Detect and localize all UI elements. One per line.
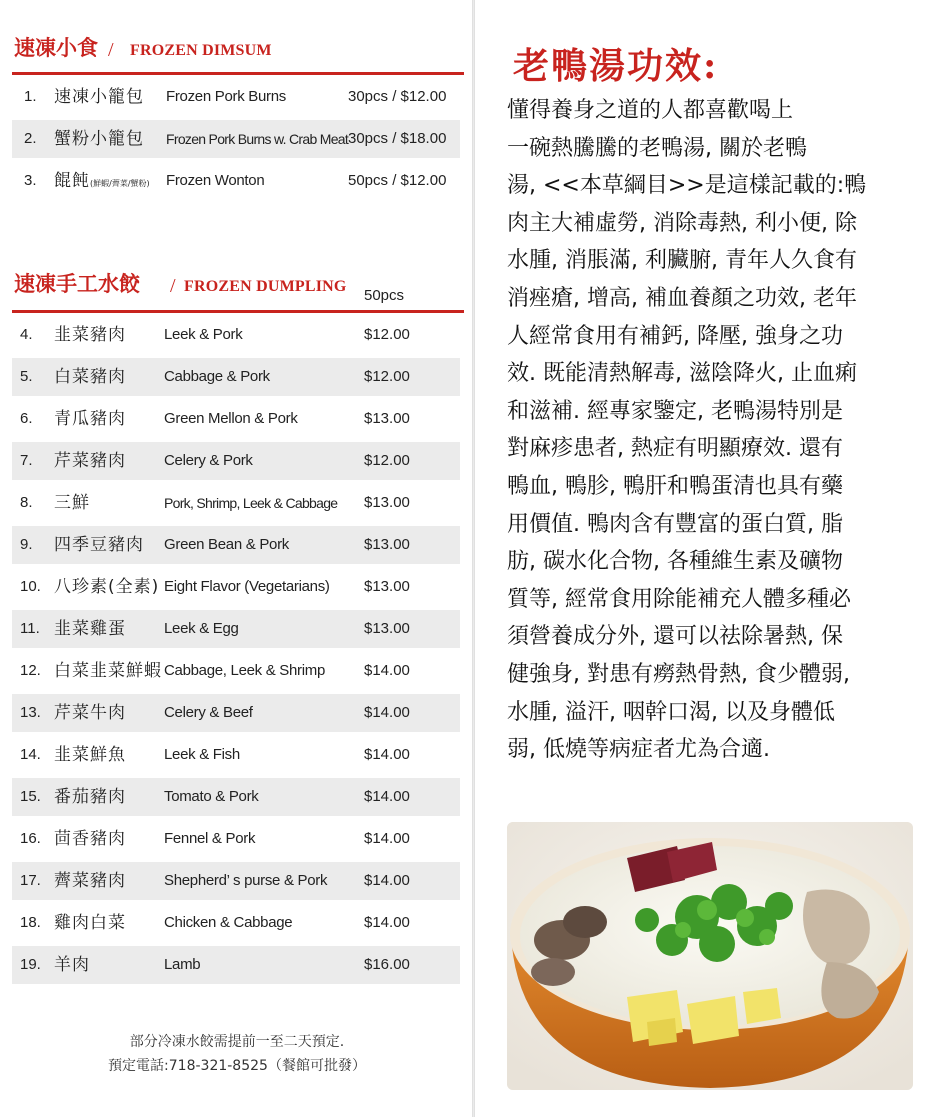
item-number: 15. xyxy=(20,788,41,805)
item-name-en: Green Bean & Pork xyxy=(164,536,289,553)
item-price: $16.00 xyxy=(364,956,410,973)
list-item xyxy=(12,694,460,732)
dimsum-list xyxy=(12,78,460,204)
item-name-en: Frozen Pork Burns w. Crab Meat xyxy=(166,131,349,147)
dumpling-list xyxy=(12,316,460,988)
item-name-zh: 三鮮 xyxy=(54,493,90,513)
item-number: 16. xyxy=(20,830,41,847)
list-item xyxy=(12,946,460,984)
item-name-zh: 韭菜鮮魚 xyxy=(54,745,126,765)
item-name-en: Frozen Pork Burns xyxy=(166,88,286,105)
item-price: $14.00 xyxy=(364,746,410,763)
dumpling-rule xyxy=(12,310,464,313)
dumpling-heading xyxy=(14,268,464,302)
list-item xyxy=(12,820,460,858)
article-line: 一碗熱騰騰的老鴨湯, 關於老鴨 xyxy=(507,135,807,161)
item-number: 2. xyxy=(24,130,37,147)
item-name-zh: 蟹粉小籠包 xyxy=(54,129,144,149)
item-name-en: Pork, Shrimp, Leek & Cabbage xyxy=(164,495,338,511)
list-item xyxy=(12,162,460,200)
article-line: 水腫, 溢汗, 咽幹口渴, 以及身體低 xyxy=(507,699,835,725)
article-line: 肉主大補虛勞, 消除毒熱, 利小便, 除 xyxy=(507,210,857,236)
item-name-en: Shepherd’ s purse & Pork xyxy=(164,872,328,889)
item-name-zh: 速凍小籠包 xyxy=(54,87,144,107)
item-name-en: Cabbage, Leek & Shrimp xyxy=(164,662,326,679)
article-line: 效. 既能清熱解毒, 滋陰降火, 止血痢 xyxy=(507,361,857,387)
article-line: 湯, <<本草綱目>>是這樣記載的:鴨 xyxy=(507,173,867,199)
dimsum-heading xyxy=(14,32,464,66)
item-name-en: Celery & Pork xyxy=(164,452,253,469)
item-price: $14.00 xyxy=(364,788,410,805)
list-item xyxy=(12,568,460,606)
list-item xyxy=(12,78,460,116)
item-number: 11. xyxy=(20,620,40,637)
dumpling-title-slash: / xyxy=(170,275,176,297)
item-name-zh: 八珍素(全素) xyxy=(54,577,160,597)
item-number: 9. xyxy=(20,536,33,553)
order-note xyxy=(0,1030,474,1078)
item-price: $12.00 xyxy=(364,326,410,343)
item-number: 6. xyxy=(20,410,33,427)
item-number: 19. xyxy=(20,956,41,973)
item-price: 30pcs / $18.00 xyxy=(348,130,447,147)
item-name-en: Eight Flavor (Vegetarians) xyxy=(164,578,330,595)
item-number: 13. xyxy=(20,704,41,721)
item-price: $14.00 xyxy=(364,872,410,889)
item-number: 17. xyxy=(20,872,41,889)
soup-bowl-photo xyxy=(507,822,913,1090)
item-price: $12.00 xyxy=(364,368,410,385)
item-name-en: Tomato & Pork xyxy=(164,788,259,805)
item-price: $13.00 xyxy=(364,578,410,595)
item-price: $14.00 xyxy=(364,662,410,679)
article-line: 健強身, 對患有癆熱骨熱, 食少體弱, xyxy=(507,661,850,687)
dumpling-count-note: 50pcs xyxy=(364,287,405,304)
item-number: 4. xyxy=(20,326,33,343)
item-number: 8. xyxy=(20,494,33,511)
list-item xyxy=(12,736,460,774)
article-line: 鴨血, 鴨胗, 鴨肝和鴨蛋清也具有藥 xyxy=(507,473,843,499)
list-item xyxy=(12,120,460,158)
item-name-zh: 白菜韭菜鮮蝦 xyxy=(54,661,162,681)
list-item xyxy=(12,862,460,900)
item-number: 3. xyxy=(24,172,37,189)
list-item xyxy=(12,400,460,438)
item-number: 5. xyxy=(20,368,33,385)
list-item xyxy=(12,484,460,522)
article-line: 須營養成分外, 還可以祛除暑熱, 保 xyxy=(507,624,843,650)
item-price: $14.00 xyxy=(364,704,410,721)
dimsum-title-en: FROZEN DIMSUM xyxy=(130,42,272,59)
item-name-zh: 白菜豬肉 xyxy=(54,367,126,387)
item-number: 10. xyxy=(20,578,41,595)
item-name-en: Fennel & Pork xyxy=(164,830,256,847)
list-item xyxy=(12,358,460,396)
article-body xyxy=(507,92,922,769)
item-name-en: Lamb xyxy=(164,956,201,973)
item-name-zh: 茴香豬肉 xyxy=(54,829,126,849)
item-name-zh xyxy=(54,162,150,203)
item-name-en: Cabbage & Pork xyxy=(164,368,270,385)
item-name-zh: 芹菜牛肉 xyxy=(54,703,126,723)
article-line: 懂得養身之道的人都喜歡喝上 xyxy=(507,98,794,123)
article-line: 人經常食用有補鈣, 降壓, 強身之功 xyxy=(507,323,843,349)
item-number: 14. xyxy=(20,746,41,763)
item-number: 18. xyxy=(20,914,41,931)
item-number: 7. xyxy=(20,452,33,469)
dimsum-title-zh: 速凍小食 xyxy=(14,36,98,60)
item-name-zh: 芹菜豬肉 xyxy=(54,451,126,471)
dumpling-title-zh: 速凍手工水餃 xyxy=(14,272,140,296)
item-name-en: Leek & Fish xyxy=(164,746,240,763)
item-number: 12. xyxy=(20,662,41,679)
article-line: 用價值. 鴨肉含有豐富的蛋白質, 脂 xyxy=(507,511,843,537)
item-price: $13.00 xyxy=(364,410,410,427)
list-item xyxy=(12,442,460,480)
article-line: 消痤瘡, 增高, 補血養顏之功效, 老年 xyxy=(507,285,857,311)
list-item xyxy=(12,652,460,690)
item-name-en: Leek & Pork xyxy=(164,326,243,343)
item-name-zh: 羊肉 xyxy=(54,955,90,975)
item-name-en: Leek & Egg xyxy=(164,620,239,637)
item-name-zh: 薺菜豬肉 xyxy=(54,871,126,891)
item-name-en: Chicken & Cabbage xyxy=(164,914,293,931)
article-line: 水腫, 消脹滿, 利臟腑, 青年人久食有 xyxy=(507,248,857,274)
item-price: 30pcs / $12.00 xyxy=(348,88,447,105)
item-name-zh: 青瓜豬肉 xyxy=(54,409,126,429)
item-price: 50pcs / $12.00 xyxy=(348,172,447,189)
dimsum-rule xyxy=(12,72,464,75)
item-price: $12.00 xyxy=(364,452,410,469)
item-price: $14.00 xyxy=(364,914,410,931)
list-item xyxy=(12,610,460,648)
article-line: 對麻疹患者, 熱症有明顯療效. 還有 xyxy=(507,436,843,462)
item-price: $14.00 xyxy=(364,830,410,847)
item-name-en: Green Mellon & Pork xyxy=(164,410,298,427)
soup-bowl-illustration xyxy=(507,822,913,1090)
article-line: 弱, 低燒等病症者尤為合適. xyxy=(507,737,770,763)
item-name-zh: 韭菜豬肉 xyxy=(54,325,126,345)
item-name-zh: 四季豆豬肉 xyxy=(54,535,144,555)
item-name-zh: 韭菜雞蛋 xyxy=(54,619,126,639)
list-item xyxy=(12,316,460,354)
item-name-zh: 雞肉白菜 xyxy=(54,913,126,933)
order-note-line1: 部分冷凍水餃需提前一至二天預定. xyxy=(129,1034,345,1050)
list-item xyxy=(12,526,460,564)
dumpling-title-en: FROZEN DUMPLING xyxy=(184,278,347,295)
item-price: $13.00 xyxy=(364,494,410,511)
article-page xyxy=(475,0,942,1117)
item-price: $13.00 xyxy=(364,536,410,553)
item-number: 1. xyxy=(24,88,37,105)
article-line: 質等, 經常食用除能補充人體多種必 xyxy=(507,586,851,612)
item-name-zh: 番茄豬肉 xyxy=(54,787,126,807)
list-item xyxy=(12,904,460,942)
item-name-zh-main: 餛飩 xyxy=(54,171,90,191)
article-line: 和滋補. 經專家鑒定, 老鴨湯特別是 xyxy=(507,398,843,424)
dimsum-title-slash: / xyxy=(108,39,114,61)
item-name-en: Celery & Beef xyxy=(164,704,253,721)
article-line: 肪, 碳水化合物, 各種維生素及礦物 xyxy=(507,549,843,575)
item-name-zh-note: (鮮蝦/薺菜/蟹粉) xyxy=(90,179,150,188)
article-title: 老鴨湯功效: xyxy=(513,45,719,87)
list-item xyxy=(12,778,460,816)
item-price: $13.00 xyxy=(364,620,410,637)
order-note-line2: 預定電話:718-321-8525（餐館可批發） xyxy=(108,1058,366,1074)
item-name-en: Frozen Wonton xyxy=(166,172,265,189)
